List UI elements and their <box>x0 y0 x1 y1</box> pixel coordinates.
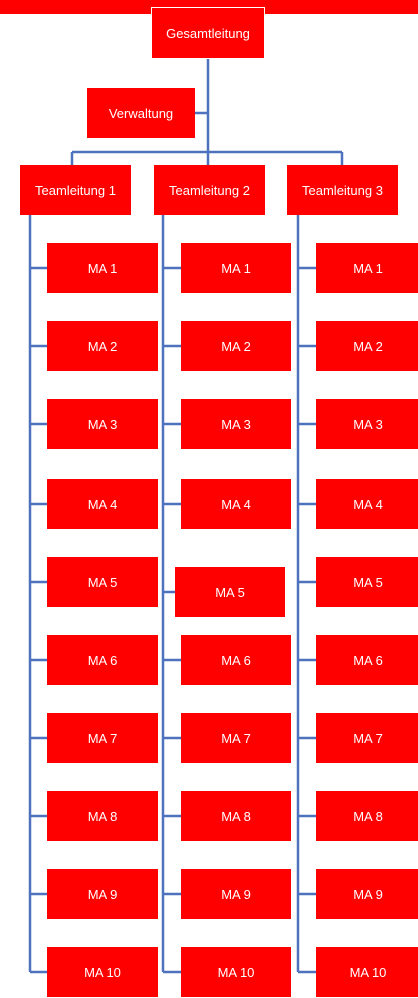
node-member-2-7: MA 7 <box>181 713 291 763</box>
node-member-2-8: MA 8 <box>181 791 291 841</box>
node-team-lead-3: Teamleitung 3 <box>287 165 398 215</box>
node-member-1-9: MA 9 <box>47 869 158 919</box>
node-member-2-3: MA 3 <box>181 399 291 449</box>
node-member-1-1: MA 1 <box>47 243 158 293</box>
node-member-1-4: MA 4 <box>47 479 158 529</box>
node-member-3-2: MA 2 <box>316 321 418 371</box>
node-member-3-7: MA 7 <box>316 713 418 763</box>
node-member-1-6: MA 6 <box>47 635 158 685</box>
node-member-3-10: MA 10 <box>316 947 418 997</box>
node-member-2-1: MA 1 <box>181 243 291 293</box>
node-team-lead-1: Teamleitung 1 <box>20 165 131 215</box>
node-member-2-4: MA 4 <box>181 479 291 529</box>
node-member-2-10: MA 10 <box>181 947 291 997</box>
node-root: Gesamtleitung <box>151 7 265 59</box>
node-member-3-3: MA 3 <box>316 399 418 449</box>
node-member-3-8: MA 8 <box>316 791 418 841</box>
node-assistant: Verwaltung <box>87 88 195 138</box>
node-member-1-2: MA 2 <box>47 321 158 371</box>
node-member-2-5: MA 5 <box>175 567 285 617</box>
node-member-3-9: MA 9 <box>316 869 418 919</box>
node-member-1-5: MA 5 <box>47 557 158 607</box>
node-member-3-1: MA 1 <box>316 243 418 293</box>
node-member-2-9: MA 9 <box>181 869 291 919</box>
node-member-2-6: MA 6 <box>181 635 291 685</box>
node-member-2-2: MA 2 <box>181 321 291 371</box>
node-member-1-8: MA 8 <box>47 791 158 841</box>
node-member-3-4: MA 4 <box>316 479 418 529</box>
node-member-3-6: MA 6 <box>316 635 418 685</box>
node-team-lead-2: Teamleitung 2 <box>154 165 265 215</box>
node-member-1-10: MA 10 <box>47 947 158 997</box>
node-member-1-3: MA 3 <box>47 399 158 449</box>
node-member-3-5: MA 5 <box>316 557 418 607</box>
node-member-1-7: MA 7 <box>47 713 158 763</box>
